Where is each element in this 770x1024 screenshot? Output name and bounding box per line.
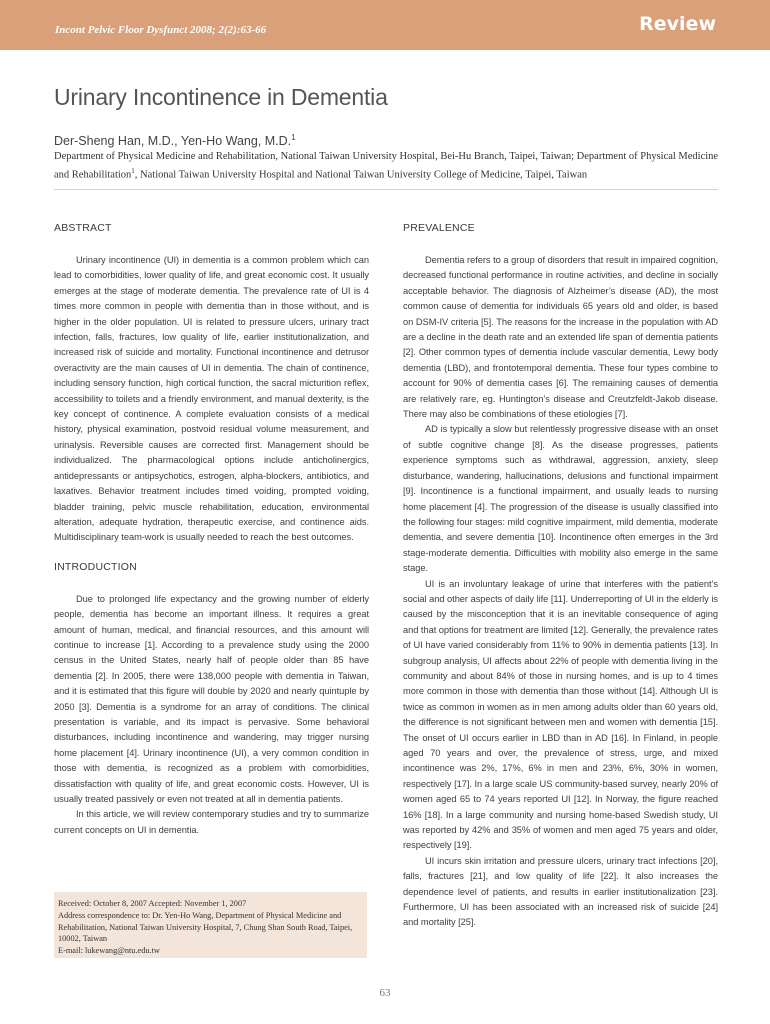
affiliation-superscript: 1 <box>131 167 135 175</box>
journal-header-bar <box>0 0 770 50</box>
introduction-paragraph-1: Due to prolonged life expectancy and the growing number of elderly people, dementia has become an important illness. It requires a great amount of human, medical, and financial resources, and this amount will continue to increase [1]. According to a prevalence study using the 2000 census in the United States, nearly half of people older than 85 have dementia [2]. In 2005, there were 138,000 people with dementia in Taiwan, and it is estimated that this figure will double by 2020 and nearly quintuple by 2050 [3]. Dementia is a syndrome for an array of conditions. The clinical presentation is variable, and its impact is pervasive. Some behavioral disturbances, including incontinence and wandering, may trigger nursing home placement [4]. Urinary incontinence (UI), a very common condition in those with dementia, is recognized as a problem with comorbidities, dissatisfaction with quality of life, and great economic costs. However, UI is usually treated passively or even not treated at all in dementia patients. <box>54 593 369 804</box>
correspondence-email: E-mail: lukewang@ntu.edu.tw <box>58 946 160 956</box>
author-names: Der-Sheng Han, M.D., Yen-Ho Wang, M.D. <box>54 134 292 149</box>
abstract-heading: ABSTRACT <box>54 222 112 234</box>
author-line <box>54 133 296 148</box>
prevalence-paragraph-4: UI incurs skin irritation and pressure ulcers, urinary tract infections [20], falls, fractures [21], and low quality of life [22]. It also increases the dependence level of patients, and results in earlier institutionalization [23]. Furthermore, UI has been associated with an increased risk of suicide [24] and mortality [25]. <box>403 855 718 928</box>
received-dates: Received: October 8, 2007 Accepted: November 1, 2007 <box>58 899 247 908</box>
journal-reference: Incont Pelvic Floor Dysfunct 2008; 2(2):63-66 <box>55 24 267 36</box>
page-number: 63 <box>379 987 391 999</box>
prevalence-paragraph-3: UI is an involuntary leakage of urine that interferes with the patient’s social and other aspects of daily life [11]. Underreporting of UI in the elderly is caused by the misconception that it is an inevitable consequence of aging and that options for treatment are limited [12]. Generally, the prevalence rates of UI have varied considerably from 11% to 90% in dementia patients [13]. In subgroup analysis, UI affects about 22% of people with dementia living in the community and about 84% of those in nursing homes, and is up to 4 times more common in those with dementia than those without [14]. Although UI is twice as common in women as in men among adults older than 60 years old, the difference is not significant between men and women with dementia [15]. The onset of UI occurs earlier in LBD than in AD [16]. In Finland, in people aged 70 years and over, the prevalence of stress, urge, and mixed incontinence was 2%, 17%, 6% in men and 23%, 6%, 30% in women, respectively [17]. In a large scale US community-based survey, nearly 20% of women aged 65 to 74 years reported UI [12]. In Norway, the figure reached 16% [18]. In a large community and nursing home-based Swedish study, UI was reported by 42% and 35% of women and men aged 75 years and older, respectively [19]. <box>403 578 718 851</box>
correspondence-line-2: Rehabilitation, National Taiwan University Hospital, 7, Chung Shan South Road, Taipei, <box>58 922 353 932</box>
author-affiliation <box>54 150 719 183</box>
article-title: Urinary Incontinence in Dementia <box>54 84 388 110</box>
correspondence-line-3: 10002, Taiwan <box>58 934 108 944</box>
affiliation-text-2: , National Taiwan University Hospital and National Taiwan University College of Medicine, Taipei, Taiwan <box>134 169 588 181</box>
introduction-paragraph-2: In this article, we will review contemporary studies and try to summarize current concepts on UI in dementia. <box>54 809 369 835</box>
author-superscript: 1 <box>291 133 296 142</box>
prevalence-paragraph-1: Dementia refers to a group of disorders that result in impaired cognition, decreased functional performance in routine activities, and decline in socially acceptable behavior. The diagnosis of Alzheimer’s disease (AD), the most common cause of dementia for individuals 65 years old and older, is based on DSM-IV criteria [5]. The reasons for the increase in the population with AD are a decline in the death rate and an extended life span of dementia patients [2]. Other common types of dementia include vascular dementia, Lewy body dementia (LBD), and frontotemporal dementia. These four types combine to account for 90% of dementia cases [6]. The remaining causes of dementia are relatively rare, eg. Huntington’s disease and Creutzfeldt-Jakob disease. There may also be combinations of these etiologies [7]. <box>403 255 718 420</box>
header-divider <box>54 189 718 190</box>
correspondence-line-1: Address correspondence to: Dr. Yen-Ho Wang, Department of Physical Medicine and <box>58 910 342 920</box>
introduction-heading: INTRODUCTION <box>54 560 137 573</box>
correspondence-box <box>54 892 367 958</box>
affiliation-text-1: Department of Physical Medicine and Rehabilitation, National Taiwan University Hospital, Bei-Hu Branch, Taipei, Taiwan; Department of Physical Medicine and Rehabilitation <box>54 151 719 181</box>
left-column <box>54 221 369 838</box>
abstract-text: Urinary incontinence (UI) in dementia is a common problem which can lead to comorbidities, lower quality of life, and great economic cost. It usually emerges at the stage of moderate dementia. The prevalence rate of UI is 4 times more common in people with dementia than in those without, and is higher in the older population. UI is related to pressure ulcers, urinary tract infection, falls, fractures, low quality of life, earlier institutionalization, and increased risk of suicide and mortality. Functional incontinence and detrusor overactivity are the main causes of UI in dementia. The chain of continence, including sensory function, high cortical function, the sacral micturition reflex, accessibility to toilets and a friendly environment, and manual dexterity, is the key concept of continence. A complete evaluation consists of a medical history, physical examination, postvoid residual volume measurement, and urinalysis. Reversible causes are corrected first. Management should be individualized. The pharmacological options include anticholinergics, antidepressants or antipsychotics, estrogen, alpha-blockers, antibiotics, and laxatives. Behavior treatment includes timed voiding, prompted voiding, bladder training, pelvic muscle rehabilitation, education, environmental alteration, adequate hydration, therapeutic exercise, and continence aids. Multidisciplinary team-work is usually needed to reach the best outcomes. <box>54 255 369 543</box>
right-column <box>403 221 718 931</box>
section-label: Review <box>639 13 716 35</box>
prevalence-paragraph-2: AD is typically a slow but relentlessly progressive disease with an onset of subtle cognitive change [8]. As the disease progresses, patients experience symptoms such as withdrawal, aggression, anxiety, sleep disturbance, wandering, hallucinations, delusions and functional impairment [9]. Incontinence is a functional impairment, and usually leads to nursing home placement [4]. The progression of the disease is usually classified into the following four stages: mild cognitive impairment, mild dementia, moderate dementia, and severe dementia [10]. Incontinence often emerges in the 3rd stage-moderate dementia. Difficulties with mobility also emerge in the same stage. <box>403 424 718 574</box>
prevalence-heading: PREVALENCE <box>403 222 475 234</box>
